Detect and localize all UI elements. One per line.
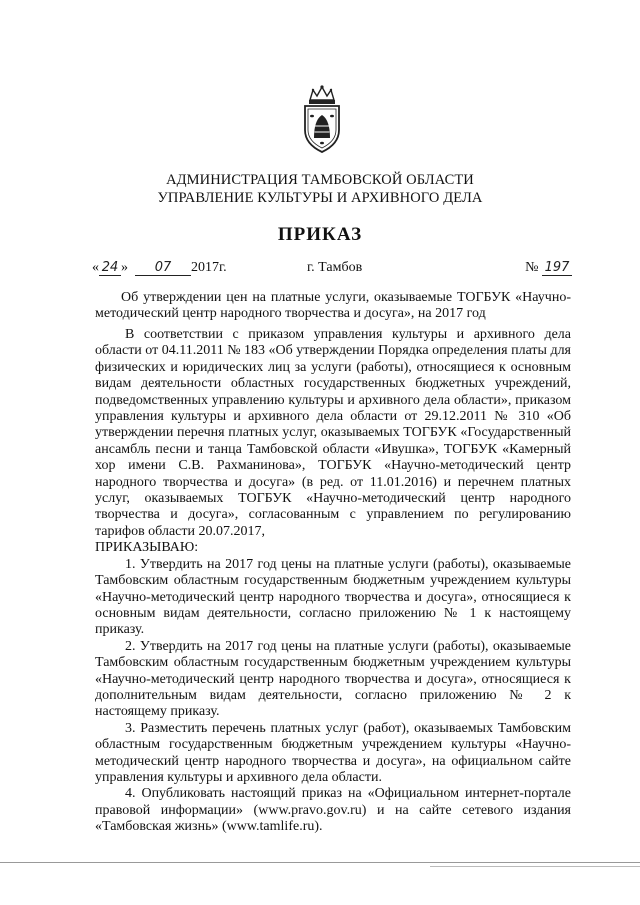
date-day: 24 — [99, 261, 121, 276]
document-city: г. Тамбов — [307, 260, 363, 275]
tambov-coat-of-arms-icon — [297, 84, 347, 156]
document-date — [92, 260, 227, 276]
order-item-4: 4. Опубликовать настоящий приказ на «Официальном интернет-портале правовой информации» (www.pravo.gov.ru) и на сайте сетевого издания «Тамбовская жизнь» (www.tamlife.ru). — [95, 786, 571, 835]
date-month: 07 — [135, 261, 191, 276]
order-item-3: 3. Разместить перечень платных услуг (работ), оказываемых Тамбовским областным государственным бюджетным учреждением культуры «Научно-методический центр народного творчества и досуга», на официальном сайте управления культуры и архивного дела области. — [95, 720, 571, 785]
order-item-1: 1. Утвердить на 2017 год цены на платные услуги (работы), оказываемые Тамбовским областным государственным бюджетным учреждением культуры «Научно-методический центр народного творчества и досуга», относящиеся к основным видам деятельности, согласно приложению № 1 к настоящему приказу. — [95, 556, 571, 638]
department-name: УПРАВЛЕНИЕ КУЛЬТУРЫ И АРХИВНОГО ДЕЛА — [157, 190, 483, 206]
page-bottom-edge — [0, 862, 640, 863]
order-item-2: 2. Утвердить на 2017 год цены на платные услуги (работы), оказываемые Тамбовским областным государственным бюджетным учреждением культуры «Научно-методический центр народного творчества и досуга», относящиеся к дополнительным видам деятельности, согласно приложению № 2 к настоящему приказу. — [95, 638, 571, 720]
date-open-quote: « — [92, 260, 99, 275]
document-body — [95, 327, 571, 836]
document-type-title: ПРИКАЗ — [277, 224, 363, 245]
organization-name: АДМИНИСТРАЦИЯ ТАМБОВСКОЙ ОБЛАСТИ — [166, 172, 474, 188]
document-subject: Об утверждении цен на платные услуги, оказываемые ТОГБУК «Научно-методический центр народного творчества и досуга», на 2017 год — [95, 290, 571, 322]
number-prefix: № — [525, 260, 539, 275]
number-value: 197 — [542, 261, 572, 276]
date-year: 2017г. — [191, 260, 227, 275]
date-close-quote: » — [121, 260, 128, 275]
date-line — [92, 260, 572, 278]
order-word: ПРИКАЗЫВАЮ: — [95, 540, 199, 556]
document-number — [525, 260, 572, 276]
preamble-paragraph: В соответствии с приказом управления культуры и архивного дела области от 04.11.2011 № 183 «Об утверждении Порядка определения платы для физических и юридических лиц за услуги (работы), относящиеся к основным видам деятельности областных государственных бюджетных учреждений, подведомственных управлению культуры и архивного дела области», приказом управления культуры и архивного дела области от 29.12.2011 № 310 «Об утверждении перечня платных услуг, оказываемых ТОГБУК «Государственный ансамбль песни и танца Тамбовской области «Ивушка», ТОГБУК «Камерный хор имени С.В. Рахманинова», ТОГБУК «Научно-методический центр народного творчества и досуга» (в ред. от 11.01.2016) и перечнем платных услуг, оказываемых ТОГБУК «Научно-методический центр народного творчества и досуга», согласованным с управлением по регулированию тарифов области 20.07.2017, — [95, 327, 571, 539]
page-bottom-edge-secondary — [430, 866, 640, 867]
